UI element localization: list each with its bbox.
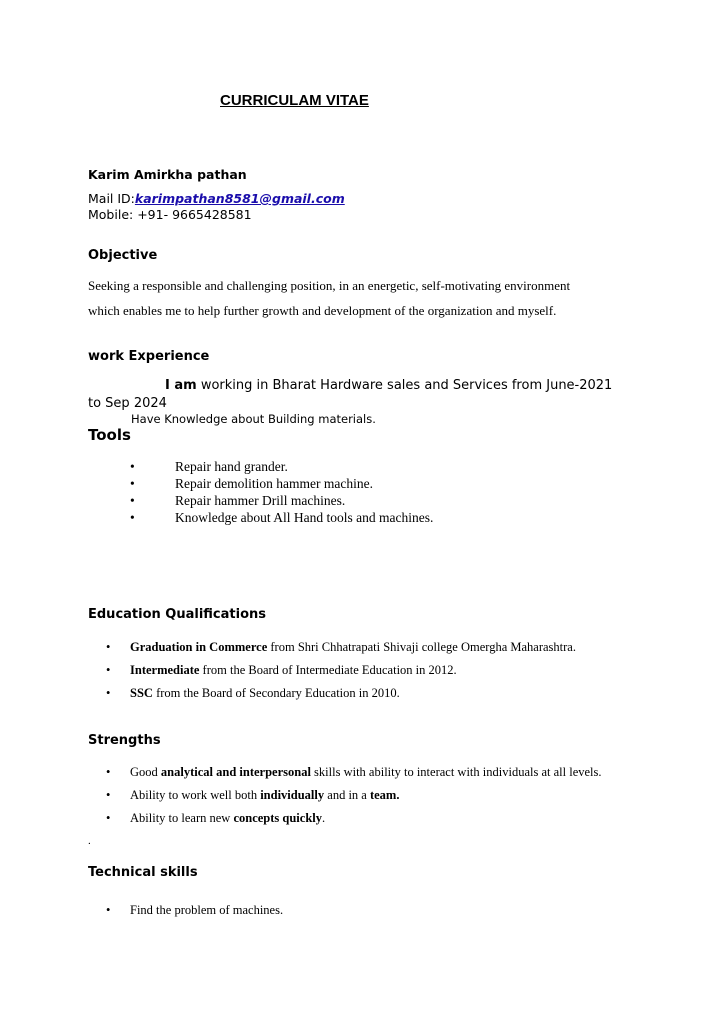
mail-label: Mail ID: [88, 191, 135, 206]
education-list [106, 636, 576, 705]
strength-text: Good [130, 765, 161, 779]
list-item [130, 492, 433, 509]
work-line-3: Have Knowledge about Building materials. [131, 412, 376, 426]
list-item [106, 899, 283, 922]
mail-line [88, 191, 345, 206]
bullet-icon: • [106, 788, 111, 802]
technical-skills-heading: Technical skills [88, 865, 198, 880]
work-line-2: to Sep 2024 [88, 396, 167, 411]
bullet-icon: • [106, 663, 111, 677]
work-line-1-text: working in Bharat Hardware sales and Services from June-2021 [196, 378, 613, 393]
list-item [106, 761, 602, 784]
education-detail: from Shri Chhatrapati Shivaji college Omergha Maharashtra. [267, 640, 576, 654]
bullet-icon: • [130, 493, 135, 508]
strength-emphasis: concepts quickly [233, 811, 323, 825]
bullet-icon: • [106, 640, 111, 654]
candidate-name: Karim Amirkha pathan [88, 167, 247, 182]
technical-skills-list [106, 899, 283, 922]
list-item [106, 807, 602, 830]
bullet-icon: • [106, 811, 111, 825]
list-item [106, 784, 602, 807]
education-detail: from the Board of Secondary Education in 2010. [152, 686, 400, 700]
list-item [106, 682, 576, 705]
mobile-value: : +91- 9665428581 [129, 207, 252, 222]
strength-text: skills with ability to interact with individuals at all levels. [310, 765, 602, 779]
tools-item-text: Repair hand grander. [175, 459, 288, 474]
bullet-icon: • [106, 765, 111, 779]
list-item [130, 475, 433, 492]
strengths-list [106, 761, 602, 830]
objective-line-1: Seeking a responsible and challenging position, in an energetic, self-motivating environment [88, 278, 571, 293]
bullet-icon: • [106, 686, 111, 700]
strength-text: Ability to work well both [130, 788, 261, 802]
education-degree: Intermediate [130, 663, 200, 677]
tools-list [130, 458, 433, 526]
bullet-icon: • [130, 510, 135, 525]
strength-text: and in a [324, 788, 370, 802]
work-experience-heading: work Experience [88, 349, 210, 364]
work-line-1 [165, 378, 612, 393]
stray-dot: . [88, 835, 91, 847]
page-title: CURRICULAM VITAE [220, 92, 369, 109]
bullet-icon: • [130, 476, 135, 491]
objective-line-2: which enables me to help further growth and development of the organization and myself. [88, 303, 557, 318]
tools-item-text: Repair demolition hammer machine. [175, 476, 373, 491]
list-item [106, 636, 576, 659]
education-detail: from the Board of Intermediate Education in 2012. [199, 663, 457, 677]
mobile-line [88, 207, 252, 222]
strengths-heading: Strengths [88, 733, 161, 748]
technical-item-text: Find the problem of machines. [130, 903, 284, 917]
strength-emphasis: analytical and interpersonal [160, 765, 311, 779]
objective-heading: Objective [88, 248, 158, 263]
education-heading: Education Qualifications [88, 607, 267, 622]
tools-heading: Tools [88, 426, 131, 444]
strength-emphasis: team. [369, 788, 400, 802]
list-item [130, 509, 433, 526]
strength-text: Ability to learn new [130, 811, 234, 825]
tools-item-text: Knowledge about All Hand tools and machines. [175, 510, 434, 525]
education-degree: Graduation in Commerce [130, 640, 268, 654]
strength-emphasis: individually [260, 788, 325, 802]
tools-item-text: Repair hammer Drill machines. [175, 493, 346, 508]
bullet-icon: • [130, 459, 135, 474]
mobile-label: Mobile [88, 207, 130, 222]
education-degree: SSC [130, 686, 153, 700]
email-link[interactable]: karimpathan8581@gmail.com [134, 191, 345, 206]
strength-text: . [322, 811, 326, 825]
bullet-icon: • [106, 903, 111, 917]
work-lead: I am [165, 378, 197, 393]
list-item [130, 458, 433, 475]
list-item [106, 659, 576, 682]
